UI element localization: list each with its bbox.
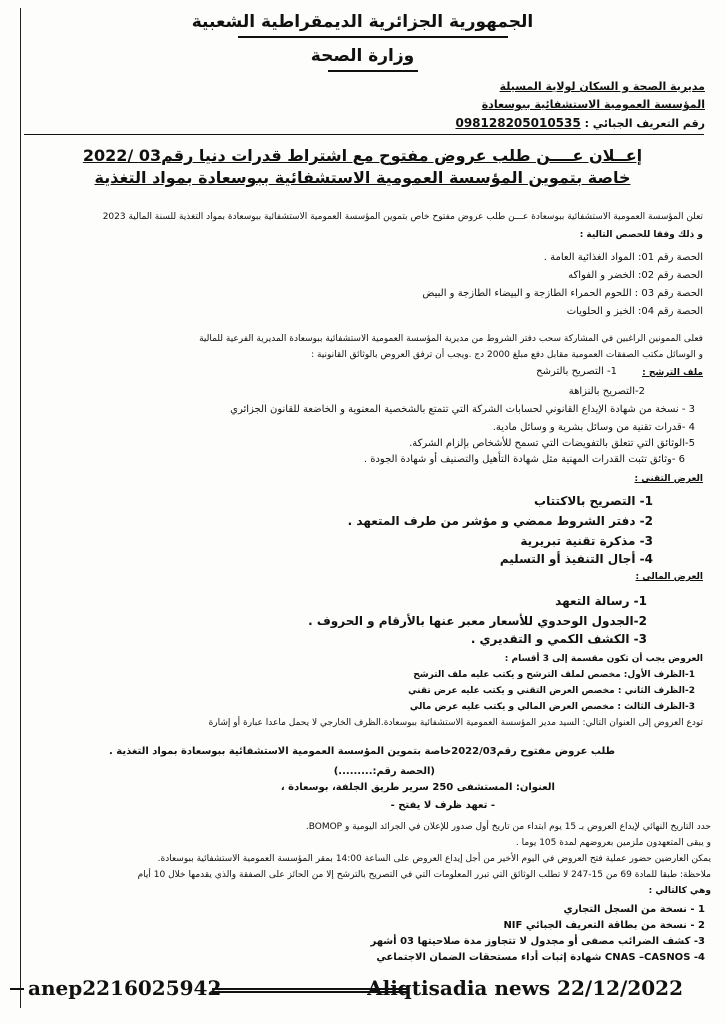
lot-3: الحصة رقم 03 : اللحوم الحمراء الطازجة و البيضاء الطازجة و البيض — [422, 288, 703, 299]
deadline-line-1: حدد التاريخ النهائي لإيداع العروض بـ 15 يوم ابتداء من تاريخ أول صدور للإعلان في الجرائد اليومية و BOMOP. — [305, 822, 711, 832]
deadline-line-5: وهي كالتالي : — [648, 886, 711, 896]
deadline-line-4: ملاحظة: طبقا للمادة 69 من 15-247 لا تطلب الوثائق التي تبرر المعلومات التي في التصريح بالترشح إلا من الحائز على الصفقة والذي يقدمها خلال 10 أيام — [137, 870, 711, 880]
newspaper-name-date: Aliqtisadia news 22/12/2022 — [367, 976, 683, 1000]
application-item-4: 4 -قدرات تقنية من وسائل بشرية و وسائل مادية. — [492, 422, 695, 433]
lot-1: الحصة رقم 01: المواد الغذائية العامة . — [543, 252, 703, 263]
header-divider — [24, 134, 704, 135]
intro-line-1: تعلن المؤسسة العمومية الاستشفائية ببوسعادة عـــن طلب عروض مفتوح خاص بتموين المؤسسة العمومية الاستشفائية ببوسعادة بمواد التغذية للسنة المالية 2023 — [102, 212, 703, 222]
footer — [0, 974, 725, 1004]
deadline-line-3: يمكن العارضين حضور عملية فتح العروض في اليوم الأخير من أجل إيداع العروض على الساعة 14:00 بمقر المؤسسة العمومية الاستشفائية ببوسعادة. — [157, 854, 711, 864]
financial-item-1: 1- رسالة التعهد — [555, 594, 647, 608]
republic-underline — [238, 36, 508, 38]
final-doc-2: 2 - نسخة من بطاقة التعريف الجبائي NIF — [503, 920, 705, 931]
withdrawal-line-2: و الوسائل مكتب الصفقات العمومية مقابل دفع مبلغ 2000 دج .ويجب أن ترفق العروض بالوثائق القانونية : — [311, 350, 703, 360]
envelopes-intro: العروض يجب أن تكون مقسمة إلى 3 أقسام : — [504, 654, 703, 664]
directorate-name: مديرية الصحة و السكان لولاية المسيلة — [499, 80, 705, 93]
technical-item-2: 2- دفتر الشروط ممضي و مؤشر من طرف المتعهد . — [347, 514, 653, 528]
envelope-2: 2-الظرف الثاني : مخصص العرض التقني و يكتب عليه عرض تقني — [408, 686, 695, 696]
technical-item-1: 1- التصريح بالاكتتاب — [534, 494, 653, 508]
nif-value: 098128205010535 — [455, 116, 581, 130]
financial-item-3: 3- الكشف الكمي و التقديري . — [470, 632, 647, 646]
outer-envelope-lot: (الحصة رقم:.........) — [333, 766, 435, 777]
institution-name: المؤسسة العمومية الاستشفائية ببوسعادة — [481, 98, 705, 111]
lot-2: الحصة رقم 02: الخضر و الفواكه — [568, 270, 703, 281]
ministry-title: وزارة الصحة — [310, 46, 415, 66]
application-item-5: 5-الوثائق التي تتعلق بالتفويضات التي تسمح للأشخاص بإلزام الشركة. — [409, 438, 695, 449]
ministry-underline — [328, 70, 418, 72]
application-item-6: 6 -وثائق تثبت القدرات المهنية مثل شهادة التأهيل والتصنيف أو شهادة الجودة . — [363, 454, 685, 465]
outer-envelope-notice: - تعهد ظرف لا يفتح - — [390, 800, 495, 811]
deadline-line-2: و يبقى المتعهدون ملزمين بعروضهم لمدة 105 يوما . — [515, 838, 711, 848]
envelope-3: 3-الظرف الثالث : مخصص العرض المالي و يكتب عليه عرض مالي — [409, 702, 695, 712]
intro-line-2: و ذلك وفقا للحصص التالية : — [579, 230, 703, 240]
anep-number: anep2216025942 — [28, 976, 222, 1000]
footer-rule-left — [10, 988, 24, 990]
technical-offer-heading: العرض التقني : — [634, 474, 703, 484]
financial-item-2: 2-الجدول الوحدوي للأسعار معبر عنها بالأرقام و الحروف . — [308, 614, 647, 628]
nif-row — [455, 116, 705, 130]
deposit-address: تودع العروض إلى العنوان التالي: السيد مدير المؤسسة العمومية الاستشفائية ببوسعادة.الظرف الخارجي لا يحمل ماعدا عبارة أو إشارة — [208, 718, 703, 728]
financial-offer-heading: العرض المالي : — [635, 572, 703, 582]
application-item-2: 2-التصريح بالنزاهة — [568, 386, 645, 397]
lot-4: الحصة رقم 04: الخبز و الحلويات — [566, 306, 703, 317]
technical-item-3: 3- مذكرة تقنية تبريرية — [520, 534, 653, 548]
technical-item-4: 4- أجال التنفيذ أو التسليم — [499, 552, 653, 566]
outer-envelope-line-1: طلب عروض مفتوح رقم2022/03خاصة بتموين المؤسسة العمومية الاستشفائية ببوسعادة بمواد التغذية . — [108, 746, 615, 757]
outer-envelope-address: العنوان: المستشفى 250 سرير طريق الجلفة، بوسعادة ، — [280, 782, 555, 793]
final-doc-1: 1 - نسخة من السجل التجاري — [563, 904, 705, 915]
announcement-subtitle: خاصة بتموين المؤسسة العمومية الاستشفائية ببوسعادة بمواد التغذية — [94, 168, 631, 187]
nif-label: رقم التعريف الجبائي : — [584, 117, 705, 130]
final-doc-4: 4- CNAS –CASNOS شهادة إثبات أداء مستحقات الضمان الاجتماعي — [376, 952, 705, 963]
envelope-1: 1-الظرف الأول: مخصص لملف الترشح و يكتب عليه ملف الترشح — [413, 670, 695, 680]
withdrawal-line-1: فعلى الممونين الراغبين في المشاركة سحب دفتر الشروط من مديرية المؤسسة العمومية الاستشفائية ببوسعادة المديرية الفرعية للمالية — [199, 334, 703, 344]
republic-title: الجمهورية الجزائرية الديمقراطية الشعبية — [191, 12, 534, 32]
announcement-title: إعــلان عــــن طلب عروض مفتوح مع اشتراط قدرات دنيا رقم03 /2022 — [82, 146, 643, 165]
application-file-heading: ملف الترشح : — [642, 368, 703, 378]
final-doc-3: 3- كشف الضرائب مصفى أو مجدول لا تتجاوز مدة صلاحيتها 03 أشهر — [370, 936, 705, 947]
application-item-1: 1- التصريح بالترشح — [536, 366, 617, 377]
application-item-3: 3 - نسخة من شهادة الإيداع القانوني لحسابات الشركة التي تتمتع بالشخصية المعنوية و الخاضعة للقانون الجزائري — [230, 404, 695, 415]
